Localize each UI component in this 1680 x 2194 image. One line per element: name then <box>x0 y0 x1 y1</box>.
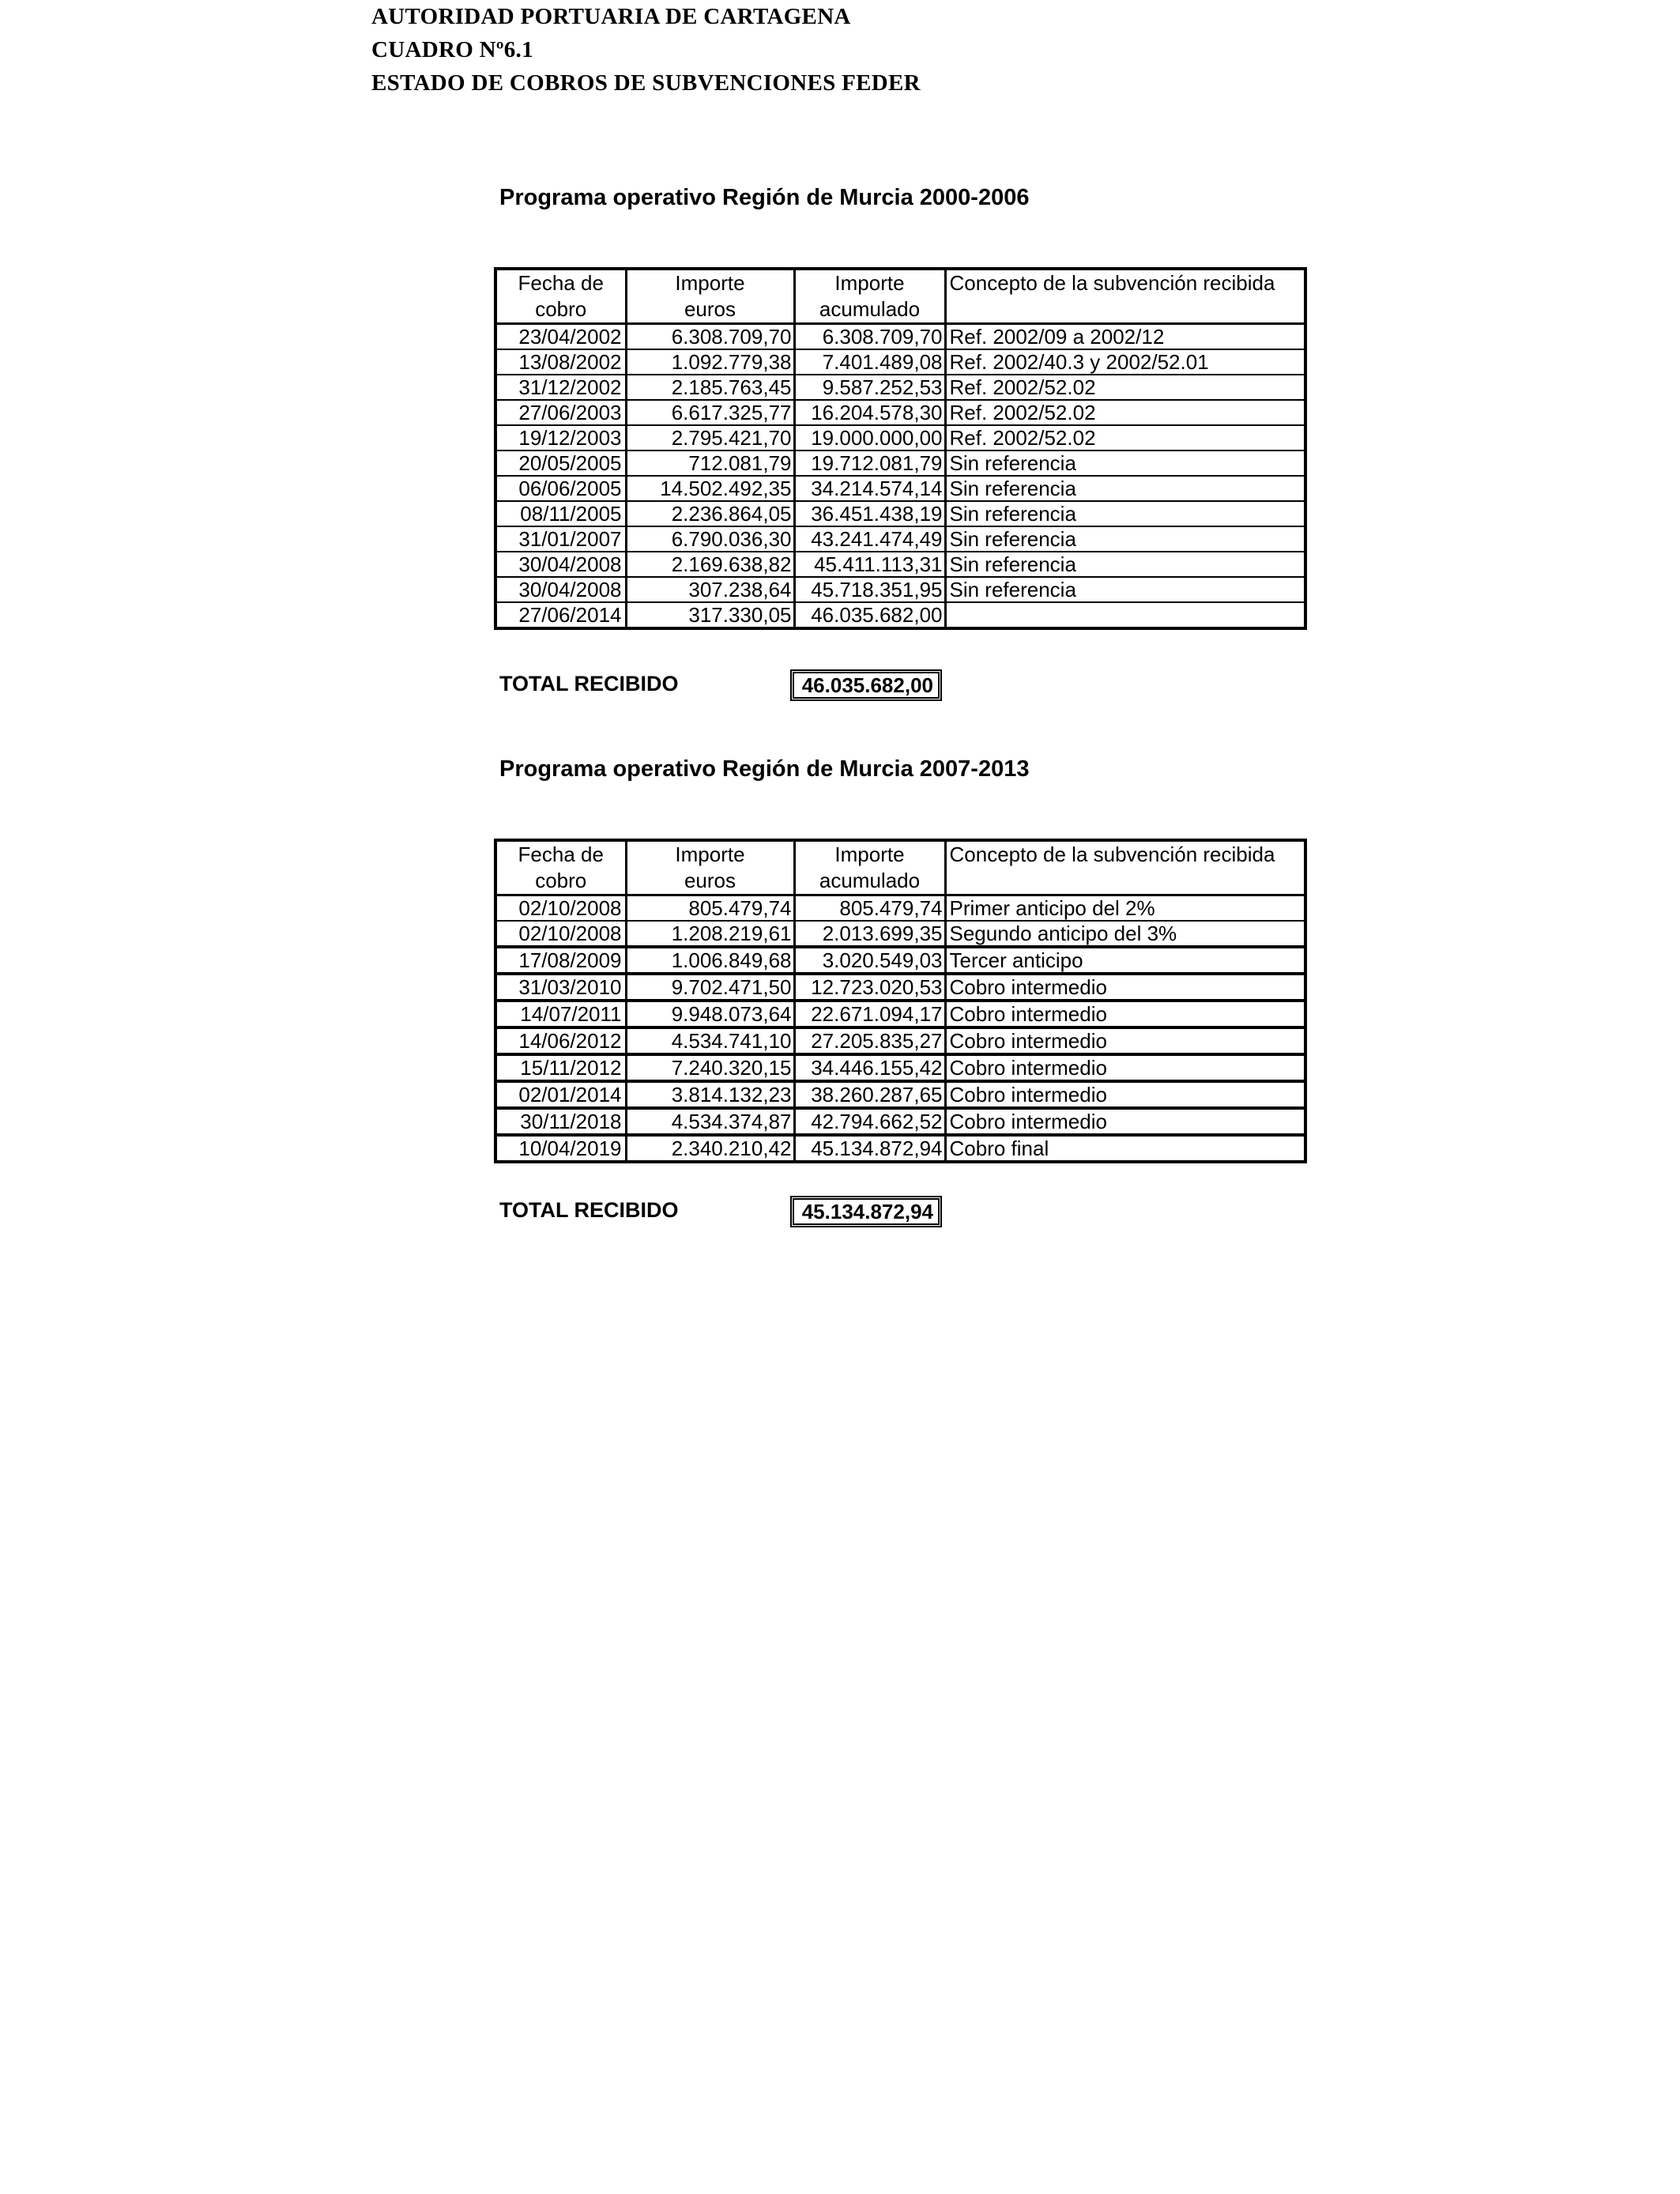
concept-cell: Sin referencia <box>945 526 1305 552</box>
concept-cell: Sin referencia <box>945 501 1305 526</box>
concept-cell: Cobro intermedio <box>945 1054 1305 1081</box>
cumulative-cell: 19.712.081,79 <box>794 450 945 476</box>
table-row <box>495 577 1305 602</box>
amount-cell: 1.208.219,61 <box>626 921 794 947</box>
amount-cell: 7.240.320,15 <box>626 1054 794 1081</box>
table-body <box>495 324 1305 629</box>
amount-cell: 1.092.779,38 <box>626 349 794 375</box>
table-row <box>495 1027 1305 1054</box>
payment-date-cell: 08/11/2005 <box>495 501 626 526</box>
amount-cell: 14.502.492,35 <box>626 476 794 501</box>
cumulative-cell: 3.020.549,03 <box>794 947 945 974</box>
payment-date-cell: 02/10/2008 <box>495 921 626 947</box>
amount-cell: 9.702.471,50 <box>626 974 794 1001</box>
total-label: TOTAL RECIBIDO <box>499 672 679 696</box>
payment-date-cell: 31/12/2002 <box>495 375 626 400</box>
concept-cell: Ref. 2002/09 a 2002/12 <box>945 324 1305 350</box>
amount-cell: 1.006.849,68 <box>626 947 794 974</box>
table-row <box>495 349 1305 375</box>
concept-cell: Primer anticipo del 2% <box>945 895 1305 922</box>
column-header-amount: Importe euros <box>626 840 794 895</box>
column-header-date: Fecha de cobro <box>495 840 626 895</box>
cumulative-cell: 805.479,74 <box>794 895 945 922</box>
payment-date-cell: 02/10/2008 <box>495 895 626 922</box>
table-row <box>495 974 1305 1001</box>
amount-cell: 3.814.132,23 <box>626 1081 794 1108</box>
cumulative-cell: 38.260.287,65 <box>794 1081 945 1108</box>
amount-cell: 2.340.210,42 <box>626 1135 794 1162</box>
payment-date-cell: 19/12/2003 <box>495 425 626 450</box>
payments-table-2000-2006 <box>494 267 1307 630</box>
header-table-title: ESTADO DE COBROS DE SUBVENCIONES FEDER <box>371 70 921 96</box>
cumulative-cell: 34.446.155,42 <box>794 1054 945 1081</box>
table-row <box>495 450 1305 476</box>
amount-cell: 317.330,05 <box>626 602 794 628</box>
cumulative-cell: 12.723.020,53 <box>794 974 945 1001</box>
amount-cell: 9.948.073,64 <box>626 1001 794 1027</box>
amount-cell: 712.081,79 <box>626 450 794 476</box>
table-row <box>495 476 1305 501</box>
table-row <box>495 921 1305 947</box>
concept-cell: Cobro final <box>945 1135 1305 1162</box>
concept-cell <box>945 602 1305 628</box>
table-row <box>495 501 1305 526</box>
concept-cell: Ref. 2002/40.3 y 2002/52.01 <box>945 349 1305 375</box>
total-label: TOTAL RECIBIDO <box>499 1198 679 1222</box>
cumulative-cell: 19.000.000,00 <box>794 425 945 450</box>
table-row <box>495 324 1305 350</box>
payment-date-cell: 30/04/2008 <box>495 577 626 602</box>
payment-date-cell: 06/06/2005 <box>495 476 626 501</box>
cumulative-cell: 6.308.709,70 <box>794 324 945 350</box>
cumulative-cell: 16.204.578,30 <box>794 400 945 425</box>
document-header <box>371 0 921 100</box>
cumulative-cell: 46.035.682,00 <box>794 602 945 628</box>
payment-date-cell: 27/06/2014 <box>495 602 626 628</box>
cumulative-cell: 45.718.351,95 <box>794 577 945 602</box>
concept-cell: Cobro intermedio <box>945 1081 1305 1108</box>
table-row <box>495 602 1305 628</box>
total-value: 45.134.872,94 <box>790 1196 942 1227</box>
table-header-row <box>495 269 1305 324</box>
table-row <box>495 1108 1305 1135</box>
amount-cell: 4.534.374,87 <box>626 1108 794 1135</box>
cumulative-cell: 2.013.699,35 <box>794 921 945 947</box>
column-header-date: Fecha de cobro <box>495 269 626 324</box>
cumulative-cell: 34.214.574,14 <box>794 476 945 501</box>
column-header-concept: Concepto de la subvención recibida <box>945 269 1305 324</box>
table-row <box>495 895 1305 922</box>
total-value: 46.035.682,00 <box>790 669 942 701</box>
program-title-2007-2013: Programa operativo Región de Murcia 2007-2013 <box>499 756 1030 782</box>
table-row <box>495 526 1305 552</box>
cumulative-cell: 45.134.872,94 <box>794 1135 945 1162</box>
payment-date-cell: 20/05/2005 <box>495 450 626 476</box>
amount-cell: 2.236.864,05 <box>626 501 794 526</box>
amount-cell: 307.238,64 <box>626 577 794 602</box>
amount-cell: 6.308.709,70 <box>626 324 794 350</box>
payment-date-cell: 17/08/2009 <box>495 947 626 974</box>
payment-date-cell: 02/01/2014 <box>495 1081 626 1108</box>
cumulative-cell: 7.401.489,08 <box>794 349 945 375</box>
cumulative-cell: 9.587.252,53 <box>794 375 945 400</box>
payments-table-2007-2013 <box>494 839 1307 1163</box>
concept-cell: Sin referencia <box>945 552 1305 577</box>
concept-cell: Segundo anticipo del 3% <box>945 921 1305 947</box>
concept-cell: Cobro intermedio <box>945 1027 1305 1054</box>
program-title-2000-2006: Programa operativo Región de Murcia 2000-2006 <box>499 185 1030 210</box>
table-row <box>495 1054 1305 1081</box>
table-row <box>495 400 1305 425</box>
concept-cell: Sin referencia <box>945 476 1305 501</box>
amount-cell: 2.185.763,45 <box>626 375 794 400</box>
table-row <box>495 1135 1305 1162</box>
payment-date-cell: 15/11/2012 <box>495 1054 626 1081</box>
column-header-amount: Importe euros <box>626 269 794 324</box>
cumulative-cell: 27.205.835,27 <box>794 1027 945 1054</box>
header-table-number: CUADRO Nº6.1 <box>371 37 533 62</box>
concept-cell: Tercer anticipo <box>945 947 1305 974</box>
concept-cell: Cobro intermedio <box>945 1001 1305 1027</box>
payment-date-cell: 30/11/2018 <box>495 1108 626 1135</box>
concept-cell: Cobro intermedio <box>945 1108 1305 1135</box>
concept-cell: Ref. 2002/52.02 <box>945 425 1305 450</box>
amount-cell: 805.479,74 <box>626 895 794 922</box>
table-header-row <box>495 840 1305 895</box>
amount-cell: 2.795.421,70 <box>626 425 794 450</box>
amount-cell: 6.617.325,77 <box>626 400 794 425</box>
payment-date-cell: 31/03/2010 <box>495 974 626 1001</box>
payment-date-cell: 30/04/2008 <box>495 552 626 577</box>
table-row <box>495 552 1305 577</box>
column-header-cumulative: Importe acumulado <box>794 840 945 895</box>
amount-cell: 2.169.638,82 <box>626 552 794 577</box>
concept-cell: Ref. 2002/52.02 <box>945 400 1305 425</box>
payment-date-cell: 13/08/2002 <box>495 349 626 375</box>
header-organization: AUTORIDAD PORTUARIA DE CARTAGENA <box>371 4 851 29</box>
concept-cell: Sin referencia <box>945 450 1305 476</box>
payment-date-cell: 27/06/2003 <box>495 400 626 425</box>
cumulative-cell: 45.411.113,31 <box>794 552 945 577</box>
payment-date-cell: 14/07/2011 <box>495 1001 626 1027</box>
payment-date-cell: 31/01/2007 <box>495 526 626 552</box>
column-header-cumulative: Importe acumulado <box>794 269 945 324</box>
amount-cell: 6.790.036,30 <box>626 526 794 552</box>
cumulative-cell: 42.794.662,52 <box>794 1108 945 1135</box>
payment-date-cell: 23/04/2002 <box>495 324 626 350</box>
concept-cell: Ref. 2002/52.02 <box>945 375 1305 400</box>
cumulative-cell: 22.671.094,17 <box>794 1001 945 1027</box>
table-row <box>495 375 1305 400</box>
concept-cell: Sin referencia <box>945 577 1305 602</box>
payment-date-cell: 10/04/2019 <box>495 1135 626 1162</box>
column-header-concept: Concepto de la subvención recibida <box>945 840 1305 895</box>
payment-date-cell: 14/06/2012 <box>495 1027 626 1054</box>
concept-cell: Cobro intermedio <box>945 974 1305 1001</box>
table-row <box>495 1001 1305 1027</box>
table-row <box>495 1081 1305 1108</box>
table-body <box>495 895 1305 1163</box>
table-row <box>495 425 1305 450</box>
cumulative-cell: 36.451.438,19 <box>794 501 945 526</box>
amount-cell: 4.534.741,10 <box>626 1027 794 1054</box>
table-row <box>495 947 1305 974</box>
cumulative-cell: 43.241.474,49 <box>794 526 945 552</box>
